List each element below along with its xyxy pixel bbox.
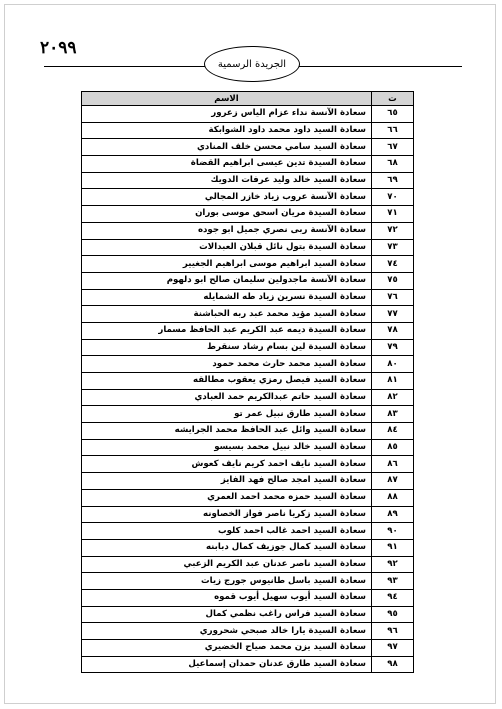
row-number: ٦٩ — [372, 172, 414, 189]
row-name: سعادة السيدة لين بسام رشاد سنقرط — [82, 339, 372, 356]
row-name: سعادة السيد مؤيد محمد عبد ربه الحباشنة — [82, 306, 372, 323]
table-row — [82, 289, 414, 306]
row-name: سعادة السيد حمزه محمد احمد العمري — [82, 489, 372, 506]
row-number: ٧٨ — [372, 322, 414, 339]
row-name: سعادة السيد فيصل رمزي يعقوب مطالقه — [82, 373, 372, 390]
table-row — [82, 539, 414, 556]
row-number: ٩٧ — [372, 640, 414, 657]
table-row — [82, 256, 414, 273]
table-row — [82, 623, 414, 640]
table-row — [82, 573, 414, 590]
column-header-number: ت — [372, 92, 414, 106]
table-row — [82, 306, 414, 323]
row-number: ٦٥ — [372, 106, 414, 123]
row-number: ٩٤ — [372, 589, 414, 606]
table-row — [82, 222, 414, 239]
table-row — [82, 606, 414, 623]
table-row — [82, 139, 414, 156]
row-number: ٩٦ — [372, 623, 414, 640]
row-name: سعادة السيد يزن محمد صياح الخضيري — [82, 640, 372, 657]
row-name: سعادة السيد حاتم عبدالكريم حمد العبادي — [82, 389, 372, 406]
row-number: ٨٨ — [372, 489, 414, 506]
row-number: ٧٦ — [372, 289, 414, 306]
row-name: سعادة السيد امجد صالح فهد الفايز — [82, 473, 372, 490]
row-name: سعادة السيد طارق نبيل عمر تو — [82, 406, 372, 423]
row-name: سعادة السيد كمال جوزيف كمال دبابنه — [82, 539, 372, 556]
row-name: سعادة السيد باسل طانيوس جورج زيات — [82, 573, 372, 590]
row-name: سعادة السيد فراس راغب نظمي كمال — [82, 606, 372, 623]
table-row — [82, 239, 414, 256]
row-name: سعادة السيد طارق عدنان حمدان إسماعيل — [82, 656, 372, 673]
row-name: سعادة السيد محمد حارث محمد حمود — [82, 356, 372, 373]
row-name: سعادة السيد زكريا ناصر فواز الخصاونه — [82, 506, 372, 523]
row-number: ٨٩ — [372, 506, 414, 523]
table-body — [82, 106, 414, 673]
table-row — [82, 172, 414, 189]
row-name: سعادة الآنسة ماجدولين سليمان صالح ابو دلهوم — [82, 272, 372, 289]
row-number: ٦٧ — [372, 139, 414, 156]
table-row — [82, 506, 414, 523]
names-table — [81, 91, 414, 673]
row-number: ٨٢ — [372, 389, 414, 406]
row-name: سعادة السيد خالد وليد عرفات الدويك — [82, 172, 372, 189]
row-number: ٨٥ — [372, 439, 414, 456]
row-name: سعادة السيدة بتول نائل قبلان العبدالات — [82, 239, 372, 256]
row-number: ٩١ — [372, 539, 414, 556]
row-number: ٦٨ — [372, 156, 414, 173]
row-number: ٧٧ — [372, 306, 414, 323]
row-number: ٧٩ — [372, 339, 414, 356]
table-row — [82, 206, 414, 223]
table-row — [82, 439, 414, 456]
row-name: سعادة السيد احمد غالب احمد كلوب — [82, 523, 372, 540]
row-number: ٧١ — [372, 206, 414, 223]
row-name: سعادة الآنسة ربى نصري جميل ابو جوده — [82, 222, 372, 239]
row-number: ٦٦ — [372, 122, 414, 139]
row-name: سعادة الآنسة عروب زياد خازر المجالي — [82, 189, 372, 206]
row-number: ٩٨ — [372, 656, 414, 673]
row-number: ٨٦ — [372, 456, 414, 473]
table-row — [82, 189, 414, 206]
table-row — [82, 423, 414, 440]
table-row — [82, 322, 414, 339]
row-name: سعادة السيد وائل عبد الحافظ محمد الجرايشه — [82, 423, 372, 440]
row-number: ٨٠ — [372, 356, 414, 373]
row-name: سعادة السيد خالد نبيل محمد بسيسو — [82, 439, 372, 456]
row-number: ٨٣ — [372, 406, 414, 423]
table-row — [82, 473, 414, 490]
page-header — [0, 0, 502, 90]
table-row — [82, 389, 414, 406]
row-name: سعادة الآنسة نداء عزام الياس زعرور — [82, 106, 372, 123]
row-number: ٧٠ — [372, 189, 414, 206]
row-name: سعادة السيد ناصر عدنان عبد الكريم الزعبي — [82, 556, 372, 573]
table-row — [82, 640, 414, 657]
page-number: ٢٠٩٩ — [40, 38, 77, 58]
table-row — [82, 272, 414, 289]
row-number: ٨٤ — [372, 423, 414, 440]
row-number: ٩٠ — [372, 523, 414, 540]
table-row — [82, 656, 414, 673]
table-row — [82, 456, 414, 473]
row-number: ٧٣ — [372, 239, 414, 256]
row-name: سعادة السيد أيوب سهيل أيوب قموه — [82, 589, 372, 606]
row-number: ٨١ — [372, 373, 414, 390]
row-number: ٩٢ — [372, 556, 414, 573]
table-row — [82, 406, 414, 423]
table-row — [82, 122, 414, 139]
publication-title: الجريدة الرسمية — [217, 58, 287, 70]
row-number: ٨٧ — [372, 473, 414, 490]
table-header-row — [82, 92, 414, 106]
row-name: سعادة السيد ابراهيم موسى ابراهيم الجغيير — [82, 256, 372, 273]
table-row — [82, 106, 414, 123]
row-number: ٩٣ — [372, 573, 414, 590]
table-row — [82, 373, 414, 390]
table-row — [82, 556, 414, 573]
row-number: ٧٢ — [372, 222, 414, 239]
row-number: ٧٥ — [372, 272, 414, 289]
row-name: سعادة السيد داود محمد داود الشوابكة — [82, 122, 372, 139]
row-name: سعادة السيد نايف احمد كريم نايف كعوش — [82, 456, 372, 473]
row-name: سعادة السيد سامي محسن خلف المنادي — [82, 139, 372, 156]
row-name: سعادة السيدة ديمه عبد الكريم عبد الحافظ مسمار — [82, 322, 372, 339]
row-number: ٧٤ — [372, 256, 414, 273]
table-row — [82, 489, 414, 506]
table-row — [82, 156, 414, 173]
row-name: سعادة السيدة نسرين زياد طه الشمايله — [82, 289, 372, 306]
row-number: ٩٥ — [372, 606, 414, 623]
row-name: سعادة السيدة تدين عيسى ابراهيم القضاة — [82, 156, 372, 173]
table-row — [82, 339, 414, 356]
table-row — [82, 523, 414, 540]
column-header-name: الاسم — [82, 92, 372, 106]
row-name: سعادة السيدة يارا خالد صبحي شحروري — [82, 623, 372, 640]
row-name: سعادة السيدة مريان اسحق موسى بوران — [82, 206, 372, 223]
table-row — [82, 589, 414, 606]
publication-title-oval — [204, 46, 300, 82]
table-row — [82, 356, 414, 373]
